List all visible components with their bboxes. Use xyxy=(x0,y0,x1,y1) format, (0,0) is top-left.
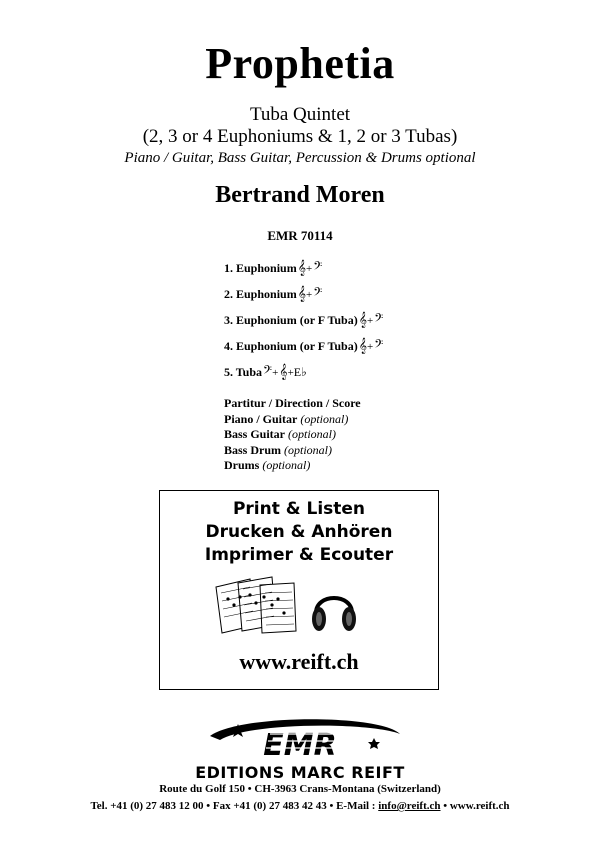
bass-clef-icon: 𝄢 xyxy=(313,286,323,302)
part-4 xyxy=(224,338,383,354)
plus-sign: + xyxy=(305,289,313,301)
emr-logo xyxy=(150,710,450,787)
part-3 xyxy=(224,312,383,328)
part-2 xyxy=(224,286,322,302)
part-label: 4. Euphonium (or F Tuba) xyxy=(224,339,358,353)
piano-line: Piano / Guitar (optional) xyxy=(224,411,349,426)
promo-line-1: Print & Listen xyxy=(232,499,366,519)
sheet-music-icon xyxy=(212,575,302,637)
treble-clef-icon: 𝄞 xyxy=(297,260,306,276)
email-link[interactable]: info@reift.ch xyxy=(378,800,441,812)
part-1 xyxy=(224,260,322,276)
part-label: 2. Euphonium xyxy=(224,287,297,301)
composer-name: Bertrand Moren xyxy=(215,182,385,208)
web-text: • www.reift.ch xyxy=(440,800,510,812)
part-5 xyxy=(224,364,307,380)
page-title: Prophetia xyxy=(205,39,395,88)
optional-instruments: Piano / Guitar, Bass Guitar, Percussion & Drums optional xyxy=(124,150,476,166)
treble-clef-icon: 𝄞 xyxy=(297,286,306,302)
part-label: 5. Tuba xyxy=(224,365,263,379)
treble-clef-icon: 𝄞 xyxy=(358,338,368,354)
publisher-name: EDITIONS MARC REIFT xyxy=(195,763,405,782)
bass-clef-icon: 𝄢 xyxy=(374,312,384,328)
e-flat-label: E♭ xyxy=(293,365,307,379)
catalog-number: EMR 70114 xyxy=(267,228,333,243)
bass-clef-icon: 𝄢 xyxy=(313,260,323,276)
drums-line: Drums (optional) xyxy=(224,458,311,472)
bass-guitar-line: Bass Guitar (optional) xyxy=(224,427,337,441)
address-line: Route du Golf 150 • CH-3963 Crans-Montana (Switzerland) xyxy=(159,783,441,795)
plus-sign: + xyxy=(305,263,313,275)
treble-clef-icon: 𝄞 xyxy=(279,364,288,380)
website-url[interactable]: www.reift.ch xyxy=(239,649,359,674)
contact-line: Tel. +41 (0) 27 483 12 00 • Fax +41 (0) 27 483 42 43 • E-Mail : info@reift.ch • www.reift.ch xyxy=(90,800,510,812)
print-listen-box xyxy=(159,490,439,690)
logo-mark: EMR xyxy=(263,728,337,763)
part-label: 1. Euphonium xyxy=(224,261,297,275)
headphones-icon xyxy=(310,583,358,635)
score-line: Partitur / Direction / Score xyxy=(224,396,361,410)
promo-line-2: Drucken & Anhören xyxy=(205,522,393,542)
plus-sign: + xyxy=(367,341,374,353)
treble-clef-icon: 𝄞 xyxy=(358,312,368,328)
promo-line-3: Imprimer & Ecouter xyxy=(204,545,394,565)
instrumentation: (2, 3 or 4 Euphoniums & 1, 2 or 3 Tubas) xyxy=(142,126,458,147)
extra-parts-list xyxy=(224,396,361,474)
bass-clef-icon: 𝄢 xyxy=(374,338,384,354)
plus-sign: + xyxy=(287,367,294,379)
plus-sign: + xyxy=(367,315,374,327)
bass-clef-icon: 𝄢 xyxy=(263,364,273,380)
part-label: 3. Euphonium (or F Tuba) xyxy=(224,313,358,327)
plus-sign: + xyxy=(272,367,279,379)
bass-drum-line: Bass Drum (optional) xyxy=(224,442,333,457)
subtitle: Tuba Quintet xyxy=(249,104,351,125)
